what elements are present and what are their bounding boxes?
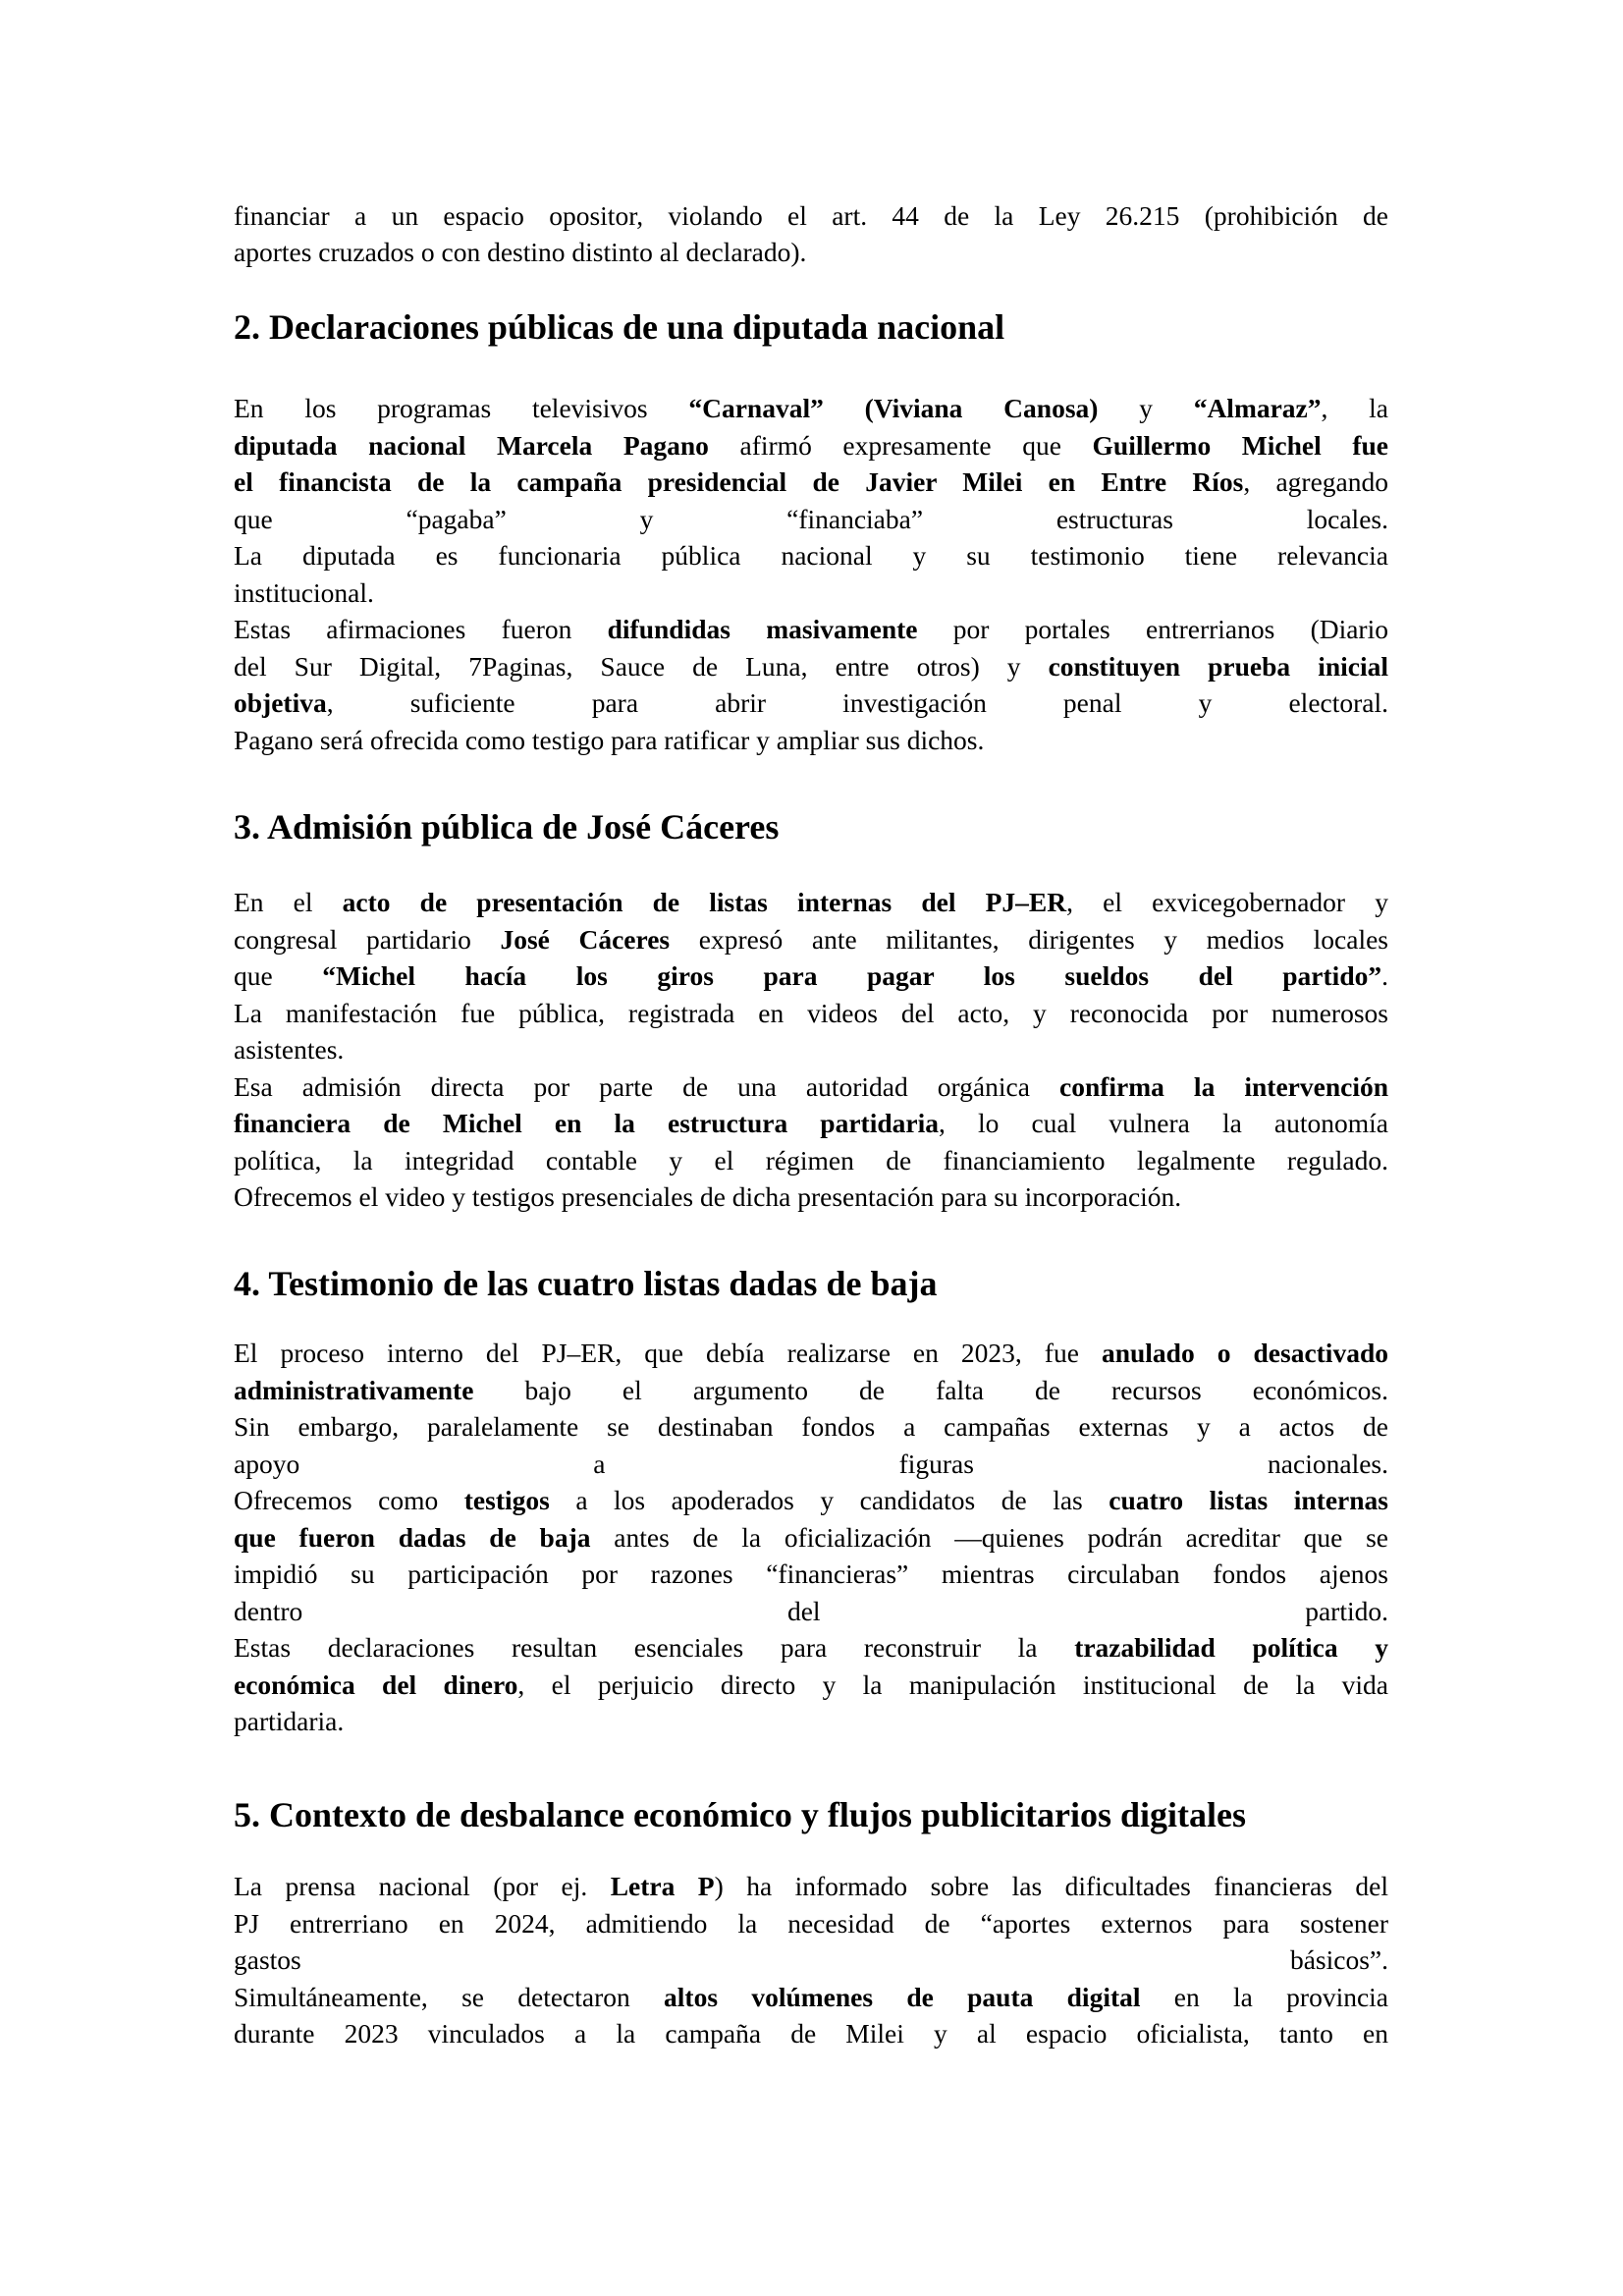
body-text: antes de la oficialización —quienes podrán acreditar que se xyxy=(590,1521,1388,1553)
text-line xyxy=(234,539,1388,573)
body-text: aportes cruzados o con destino distinto al declarado). xyxy=(234,237,807,267)
bold-text: “Carnaval” (Viviana Canosa) xyxy=(688,393,1099,423)
body-text: Sin embargo, paralelamente se destinaban fondos a campañas externas y a actos de xyxy=(234,1411,1388,1442)
text-line xyxy=(234,1870,1388,1903)
bold-text: que fueron dadas de baja xyxy=(234,1521,591,1553)
text-line xyxy=(234,199,1388,233)
text-line xyxy=(234,613,1388,646)
body-text: del Sur Digital, 7Paginas, Sauce de Luna, entre otros) y xyxy=(234,650,1049,682)
text-line xyxy=(234,1943,1388,1977)
body-text: financiar a un espacio opositor, violando el art. 44 de la Ley 26.215 (prohibición de xyxy=(234,200,1388,231)
text-line xyxy=(234,1448,1388,1481)
body-text: que xyxy=(234,960,323,991)
text-line xyxy=(234,1484,1388,1517)
bold-text: administrativamente xyxy=(234,1374,474,1405)
body-text: política, la integridad contable y el régimen de financiamiento legalmente regulado. xyxy=(234,1144,1388,1175)
bold-text: trazabilidad política y xyxy=(1074,1632,1388,1663)
body-text: En los programas televisivos xyxy=(234,393,689,423)
bold-text: confirma la intervención xyxy=(1058,1070,1389,1102)
body-text: , agregando xyxy=(1243,466,1388,497)
bold-text: diputada nacional Marcela Pagano xyxy=(234,429,709,461)
body-text: dentro del partido. xyxy=(234,1595,1388,1626)
body-text: apoyo a figuras nacionales. xyxy=(234,1448,1388,1479)
body-text: ) ha informado sobre las dificultades financieras del xyxy=(714,1871,1388,1901)
text-line xyxy=(234,1705,1388,1738)
text-line xyxy=(234,650,1388,683)
body-text: congresal partidario xyxy=(234,923,501,955)
text-line xyxy=(234,686,1388,720)
body-text: En el xyxy=(234,887,343,917)
body-text: expresó ante militantes, dirigentes y medios locales xyxy=(670,923,1389,955)
bold-text: financiera de Michel en la estructura partidaria xyxy=(234,1108,939,1138)
body-text: institucional. xyxy=(234,576,374,608)
bold-text: el financista de la campaña presidencial de Javier Milei en Entre Ríos xyxy=(234,466,1244,497)
body-text: , lo cual vulnera la autonomía xyxy=(938,1108,1388,1138)
text-line xyxy=(234,1981,1388,2014)
body-text: por portales entrerrianos (Diario xyxy=(917,614,1388,644)
text-line xyxy=(234,1410,1388,1444)
body-text: Estas declaraciones resultan esenciales para reconstruir la xyxy=(234,1632,1075,1663)
body-text: a los apoderados y candidatos de las xyxy=(549,1485,1109,1515)
body-text: partidaria. xyxy=(234,1706,345,1736)
text-line xyxy=(234,1521,1388,1555)
bold-text: testigos xyxy=(463,1485,550,1515)
body-text: La diputada es funcionaria pública nacional y su testimonio tiene relevancia xyxy=(234,540,1388,571)
text-line xyxy=(234,886,1388,919)
section-heading: 3. Admisión pública de José Cáceres xyxy=(234,807,780,847)
section-heading: 4. Testimonio de las cuatro listas dadas de baja xyxy=(234,1264,938,1303)
body-text: afirmó expresamente que xyxy=(708,429,1093,461)
body-text: PJ entrerriano en 2024, admitiendo la necesidad de “aportes externos para sostener xyxy=(234,1907,1388,1939)
text-line xyxy=(234,1107,1388,1140)
bold-text: Guillermo Michel fue xyxy=(1092,429,1388,461)
section-heading: 5. Contexto de desbalance económico y flujos publicitarios digitales xyxy=(234,1795,1246,1834)
text-line xyxy=(234,392,1388,425)
body-text: que “pagaba” y “financiaba” estructuras locales. xyxy=(234,503,1388,534)
text-line xyxy=(234,1907,1388,1941)
text-line xyxy=(234,1374,1388,1407)
text-line xyxy=(234,1070,1388,1104)
text-line xyxy=(234,1144,1388,1177)
bold-text: anulado o desactivado xyxy=(1101,1338,1388,1368)
body-text: en la provincia xyxy=(1140,1981,1389,2012)
body-text: , el perjuicio directo y la manipulación institucional de la vida xyxy=(517,1668,1388,1700)
body-text: durante 2023 vinculados a la campaña de Milei y al espacio oficialista, tanto en xyxy=(234,2018,1388,2049)
text-line xyxy=(234,1595,1388,1628)
body-text: Esa admisión directa por parte de una autoridad orgánica xyxy=(234,1070,1059,1102)
bold-text: cuatro listas internas xyxy=(1109,1485,1388,1515)
text-line xyxy=(234,1337,1388,1370)
text-line xyxy=(234,959,1388,993)
text-line xyxy=(234,503,1388,536)
text-line xyxy=(234,1180,1388,1214)
body-text: Simultáneamente, se detectaron xyxy=(234,1981,665,2012)
text-line xyxy=(234,236,1388,269)
body-text: Estas afirmaciones fueron xyxy=(234,614,608,644)
bold-text: “Michel hacía los giros para pagar los sueldos del partido” xyxy=(322,960,1382,991)
text-line xyxy=(234,923,1388,957)
bold-text: José Cáceres xyxy=(500,923,671,955)
body-text: . xyxy=(1381,960,1388,991)
body-text: Pagano será ofrecida como testigo para ratificar y ampliar sus dichos. xyxy=(234,724,985,755)
body-text: Ofrecemos como xyxy=(234,1485,464,1515)
text-line xyxy=(234,465,1388,499)
text-line xyxy=(234,724,1388,757)
text-line xyxy=(234,1668,1388,1702)
body-text: y xyxy=(1098,393,1194,423)
body-text: Ofrecemos el video y testigos presenciales de dicha presentación para su incorporación. xyxy=(234,1181,1182,1212)
body-text: asistentes. xyxy=(234,1034,345,1065)
section-heading: 2. Declaraciones públicas de una diputada nacional xyxy=(234,307,1005,347)
body-text: , la xyxy=(1321,393,1388,423)
body-text: El proceso interno del PJ–ER, que debía realizarse en 2023, fue xyxy=(234,1338,1102,1368)
bold-text: “Almaraz” xyxy=(1193,393,1322,423)
bold-text: económica del dinero xyxy=(234,1668,518,1700)
text-line xyxy=(234,1631,1388,1665)
text-line xyxy=(234,2017,1388,2050)
text-line xyxy=(234,429,1388,463)
text-line xyxy=(234,1033,1388,1066)
bold-text: difundidas masivamente xyxy=(607,614,918,644)
bold-text: acto de presentación de listas internas del PJ–ER xyxy=(342,887,1067,917)
body-text: La prensa nacional (por ej. xyxy=(234,1871,611,1901)
body-text: impidió su participación por razones “financieras” mientras circulaban fondos ajenos xyxy=(234,1558,1388,1589)
text-line xyxy=(234,576,1388,610)
body-text: La manifestación fue pública, registrada en videos del acto, y reconocida por numerosos xyxy=(234,997,1388,1028)
bold-text: Letra P xyxy=(610,1871,715,1901)
text-line xyxy=(234,1558,1388,1591)
bold-text: altos volúmenes de pauta digital xyxy=(664,1981,1141,2012)
text-line xyxy=(234,997,1388,1030)
bold-text: constituyen prueba inicial xyxy=(1048,650,1389,682)
body-text: bajo el argumento de falta de recursos económicos. xyxy=(473,1374,1388,1405)
body-text: , el exvicegobernador y xyxy=(1066,887,1388,917)
bold-text: objetiva xyxy=(234,687,327,718)
body-text: , suficiente para abrir investigación penal y electoral. xyxy=(326,687,1388,718)
body-text: gastos básicos”. xyxy=(234,1944,1388,1975)
